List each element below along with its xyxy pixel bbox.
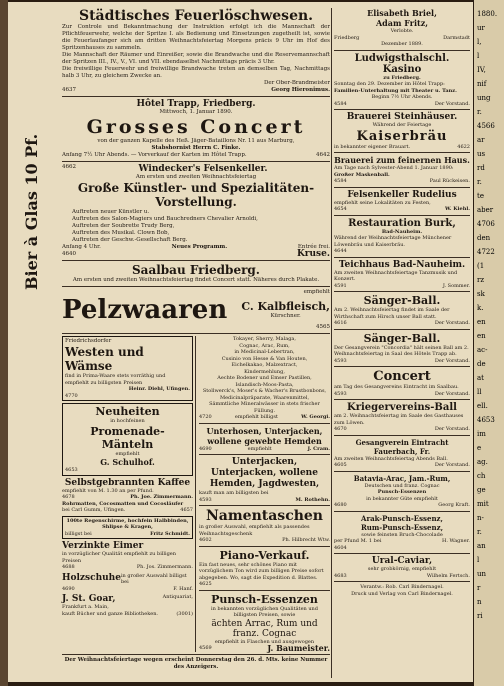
tokayer-ad: [199, 336, 330, 421]
unterhosen-signer: J. Cram.: [307, 445, 330, 452]
feuer-text1: Zur Controle und Bekanntmachung der Instruktion erfolgt ich die Mannschaft der Pflichtfeuerwehr, welche der Spritze I. als Bedienung und Einsetzungen zugetheilt ist, sowie die Feuerlaufanger sich am dritten Weihnachtsfeiertag Morgens präcis 9 Uhr im Hof des Spritzenhauses zu sammeln.: [62, 24, 330, 51]
kaffee-title: Selbstgebrannten Kaffee: [64, 477, 191, 488]
left-column: [62, 8, 330, 671]
namentaschen-text: in großer Auswahl, empfiehlt als passendes Weihnachtsgeschenk: [199, 524, 310, 537]
kaffee-signer: Ph. Joe. Zimmermann.: [130, 494, 193, 500]
gesang-signer: Der Vorstand.: [434, 462, 470, 468]
kaffee-line2: Rohrmatten, Cocosmatten und Cocosläufer: [62, 500, 184, 507]
strip-line: 4722: [477, 248, 495, 256]
steinh-text: in bekannter eigener Brauart.: [334, 143, 411, 150]
brauerei-ad: [334, 155, 470, 185]
punsch-sub: in bekannten vorzüglichen Qualitäten und billigsten Preisen, sowie: [211, 605, 318, 618]
strip-line: ri: [477, 612, 483, 620]
strip-line: l,: [477, 38, 482, 46]
strip-line: 4566: [477, 122, 495, 130]
namentaschen-signer: Ph. Hilbrecht Wtw.: [282, 537, 330, 543]
unterhosen-ad: [199, 426, 330, 453]
brauerei-signer: Paul Rückeisen.: [429, 178, 470, 184]
windecker-anfang: Anfang 4 Uhr.: [62, 244, 101, 250]
felsen-ad: [334, 190, 470, 213]
holzschuhe-num: 4690: [62, 585, 75, 592]
windecker-headline: Große Künstler- und Spezialitäten-Vorstellung.: [77, 181, 315, 209]
strip-line: 4706: [477, 220, 495, 228]
westen-num: 4770: [65, 392, 78, 399]
binding-gutter: [0, 0, 8, 686]
neuheiten-num: 4653: [65, 467, 78, 473]
goar-ad: [62, 594, 193, 617]
saenger1-title: Sänger-Ball.: [363, 294, 441, 307]
right-footer-1: Verantw.: Rob. Carl Bindernagel.: [360, 584, 444, 590]
tokayer-item: Tokayer, Sherry, Malaga,: [233, 336, 296, 342]
brauerei-text: Am Tage nach Sylvester-Abend 1. Januar 1890:: [334, 165, 454, 171]
strip-line: rd: [477, 164, 485, 172]
punsch-line: ächten Arrac, Rum und franz. Cognac: [211, 618, 318, 639]
unterjacken2-ad: [199, 457, 330, 503]
strip-line: (1: [477, 262, 485, 270]
batavia-title: Batavia-Arac, Jam.-Rum,: [353, 473, 451, 483]
holzschuhe-ad: [62, 573, 193, 593]
tokayer-item: Sämmtliche Mineralwässer in stets frischer Füllung.: [209, 401, 320, 414]
briel-name2: Adam Fritz,: [375, 18, 429, 28]
ludwig-sub: zu Friedberg.: [383, 74, 421, 81]
concert-line1: von der ganzen Kapelle des Heß. Jäger-Bataillons Nr. 11 aus Marburg,: [97, 138, 295, 144]
neuheiten-title: Neuheiten: [95, 405, 160, 418]
strip-line: im: [477, 430, 486, 438]
briel-date: Dezember 1889.: [381, 41, 423, 47]
holzschuhe-text: in großer Auswahl billigst bei: [120, 572, 187, 585]
saenger2-text: Der Gesangverein "Concordia" hält seinen Ball am 2. Weihnachtsfeiertag in Saal des Hôtels Trapp ab.: [334, 344, 469, 357]
namentaschen-ad: [199, 508, 330, 544]
burk-title: Restauration Burk,: [348, 217, 456, 229]
ludwig-title: Ludwigsthalschl. Kasino: [354, 52, 450, 75]
kaffee-text: empfiehlt von M. 1.30 an per Pfund.: [62, 487, 154, 494]
westen-title: Westen und Wämse: [65, 345, 144, 373]
strip-line: 4653: [477, 416, 495, 424]
batavia-sub: Deutschen und franz. Cognac: [364, 482, 440, 489]
strip-line: us: [477, 150, 486, 158]
strip-line: e: [477, 444, 482, 452]
kaffee-ad: [62, 478, 193, 514]
tokayer-item: Islandisch-Moos-Pasta,: [235, 381, 294, 388]
verzinkte-ad: [62, 541, 193, 571]
piano-text: Ein fast neues, sehr schönes Piano mit vorzüglichem Ton wird zum billigen Preise sofort abgegeben. Wo, sagt die Expedition d. Blattes.: [199, 561, 324, 581]
strip-line: IV,: [477, 66, 486, 74]
windecker-sub: Am ersten und zweiten Weihnachtsfeiertag: [135, 174, 257, 180]
concert-num: 4642: [316, 152, 330, 158]
concert-title: Grosses Concert: [86, 116, 306, 138]
batavia-ad: [334, 474, 470, 509]
strip-line: k.: [477, 304, 484, 312]
saalbau-title: Saalbau Friedberg.: [132, 263, 260, 277]
windecker-signer2: Kruse.: [296, 249, 330, 259]
strip-line: n: [477, 598, 482, 606]
verzinkte-signer: Ph. Jos. Zimmermann.: [136, 564, 193, 570]
saenger2-num: 4593: [334, 357, 347, 364]
strip-line: r.: [477, 178, 482, 186]
ludwig-ad: [334, 53, 470, 108]
krieger-signer: Der Vorstand.: [434, 426, 470, 432]
feuer-title: Städtisches Feuerlöschwesen.: [78, 8, 314, 24]
tokayer-item: Kindermehlung,: [244, 368, 285, 375]
concert2-signer: Der Vorstand.: [434, 390, 470, 397]
saalbau-text: Am ersten und zweiten Weihnachtsfeiertag findet Concert statt. Näheres durch Plakate.: [72, 277, 320, 283]
kaffee-num: 4678: [62, 494, 75, 500]
right-subcolumn: [196, 336, 330, 652]
schirme-text: 100te Regenschirme, hochfein Halbbinden, Shlipse & Kragen,: [66, 517, 189, 530]
gesang-title: Gesangverein Eintracht Fauerbach, Fr.: [355, 437, 449, 456]
arak-ad: [334, 514, 470, 552]
windecker-title: Windecker's Felsenkeller.: [138, 164, 268, 174]
teich-ad: [334, 260, 470, 290]
goar-city: Frankfurt a. Main,: [62, 604, 109, 610]
ludwig-text3: Beginn 7½ Uhr Abends.: [371, 94, 433, 100]
krieger-text: am 2. Weihnachtsfeiertag im Saale des Gasthauses zum Löwen.: [334, 413, 464, 426]
teich-title: Teichhaus Bad-Nauheim.: [338, 259, 466, 270]
verzinkte-text: in vorzüglicher Qualität empfiehlt zu billigen Preisen: [62, 551, 176, 564]
briel-ad: [334, 8, 470, 48]
strip-line: at: [477, 374, 484, 382]
kaffee-num2: 4657: [180, 507, 193, 513]
strip-line: r.: [477, 108, 482, 116]
holzschuhe-signer: F. Hanf.: [173, 585, 193, 592]
ludwig-num: 4584: [334, 100, 347, 107]
batavia-text: Punsch-Essenzen: [377, 489, 427, 495]
krieger-num: 4670: [334, 426, 347, 432]
saenger2-title: Sänger-Ball.: [363, 331, 441, 345]
concert-line3: Anfang 7½ Uhr Abends. — Vorverkauf der Karten im Hôtel Trapp.: [62, 152, 247, 158]
windecker-item: Auftreten der Geschw.-Gesellschaft Berg.: [72, 237, 188, 243]
strip-line: ung: [477, 94, 491, 102]
batavia-signer: Georg Kraft.: [438, 502, 470, 508]
felsen-title: Felsenkeller Rudelius: [347, 189, 457, 200]
strip-line: de: [477, 360, 486, 368]
strip-line: sk: [477, 290, 485, 298]
batavia-num: 4680: [334, 502, 347, 508]
saenger1-text: Am 2. Weihnachtsfeiertag findet im Saale der Wirthschaft zum Hirsch unser Ball statt.: [334, 307, 450, 320]
strip-line: 1880.: [477, 10, 498, 18]
concert2-num: 4593: [334, 390, 347, 397]
steinh-sub: Während der Feiertage: [372, 122, 432, 128]
strip-line: rz: [477, 276, 485, 284]
arak-num: 4604: [334, 544, 347, 551]
ural-sub: sehr grobkörnig, empfiehlt: [367, 566, 437, 572]
pelz-num: 4565: [316, 324, 330, 330]
tokayer-num: 4720: [199, 414, 212, 420]
westen-text: find in Prima-Waare stets vorräthig und empfiehlt zu billigsten Preisen: [65, 373, 166, 386]
holzschuhe-title: Holzschuhe: [62, 572, 121, 583]
windecker-item: Auftreten des Salon-Magiers und Bauchredners Chevalier Arnoldi,: [72, 216, 258, 222]
saenger1-num: 4616: [334, 320, 347, 326]
westen-ad: [62, 336, 193, 401]
briel-role: Verlobte.: [390, 28, 414, 34]
tokayer-signer: W. Georgi.: [301, 414, 330, 420]
feuer-sig-name: Georg Hieronimus.: [271, 87, 330, 93]
goar-num: (3001): [176, 610, 193, 617]
pelz-section: [62, 289, 330, 331]
tokayer-empf: empfiehlt billigst: [234, 414, 278, 420]
neuheiten-sub: in hochfeinen: [110, 418, 145, 424]
windecker-section: [62, 164, 330, 258]
arak-text2: per Pfund M. 1 bei: [334, 538, 382, 544]
strip-line: ar: [477, 136, 485, 144]
feuer-text2: Die Mannschaft der Räumer und Einreißer, sowie die Brandwache und die Reservemannschaft der Spritzen III., IV., V., VI. und VII. ebendaselbst Nachmittags präcis 3 Uhr.: [62, 52, 330, 65]
windecker-item: Auftreten des Musikal. Clown Bob,: [72, 230, 170, 236]
strip-line: ur: [477, 24, 485, 32]
arak-sub: Rum-Punsch-Essenz,: [360, 522, 444, 532]
strip-line: nif: [477, 80, 487, 88]
teich-num: 4591: [334, 282, 347, 289]
steinh-num: 4622: [457, 143, 470, 150]
strip-line: en: [477, 318, 486, 326]
concert-date: Mittwoch, 1. Januar 1890.: [159, 109, 233, 115]
concert2-ad: [334, 369, 470, 397]
arak-title: Arak-Punsch-Essenz,: [361, 513, 443, 523]
strip-line: r.: [477, 528, 482, 536]
brauerei-text2: Großer Maskenball.: [334, 171, 390, 178]
goar-sub: Antiquariat,: [162, 594, 193, 600]
tokayer-item: Stollwerck's, Moser's & Wacher's Brustbonbons,: [202, 388, 327, 394]
strip-line: an: [477, 542, 486, 550]
tokayer-item: Cognac, Arac, Rum,: [239, 342, 290, 349]
gesang-ad: [334, 438, 470, 469]
right-footer-2: Druck und Verlag von Carl Bindernagel.: [351, 590, 453, 597]
strip-line: ch: [477, 472, 486, 480]
two-column-ads: [62, 336, 330, 652]
verzinkte-num: 4688: [62, 564, 75, 570]
unterjacken2-signer: M. Rothehn.: [295, 496, 330, 503]
steinh-ad: [334, 112, 470, 150]
schirme-ad: [62, 516, 193, 540]
steinh-title: Brauerei Steinhäuser.: [346, 112, 458, 122]
felsen-text: empfiehlt seine Lokalitäten zu Festen,: [334, 199, 431, 206]
pelz-firm: C. Kalbfleisch,: [241, 300, 330, 313]
strip-line: den: [477, 234, 491, 242]
goar-title: J. St. Goar,: [62, 594, 116, 604]
gesang-num: 4605: [334, 462, 347, 468]
saenger1-ad: [334, 294, 470, 327]
right-column: [334, 8, 470, 597]
strip-line: l: [477, 556, 480, 564]
ludwig-text2: Familien-Unterhaltung mit Theater u. Tanz.: [334, 87, 457, 94]
saenger2-ad: [334, 332, 470, 365]
punsch-title: Punsch-Essenzen: [211, 592, 318, 606]
schirme-text2: billigst bei: [65, 530, 92, 537]
strip-line: aber: [477, 206, 494, 214]
strip-line: n-: [477, 514, 484, 522]
tokayer-item: Medicinalpräparate, Waarenmittel,: [219, 394, 310, 401]
strip-line: te: [477, 192, 484, 200]
briel-city2: Darmstadt: [443, 34, 470, 41]
saenger1-signer: Der Vorstand.: [434, 320, 470, 326]
strip-line: l: [477, 52, 480, 60]
windecker-entree: Entrée frei.: [297, 244, 330, 250]
saenger2-signer: Der Vorstand.: [434, 357, 470, 364]
saalbau-section: [62, 263, 330, 284]
ludwig-text: Sonntag den 29. Dezember im Hôtel Trapp:: [334, 81, 445, 87]
tokayer-item: in Medicinal-Lebertran,: [234, 349, 295, 355]
punsch-ad: [199, 593, 330, 652]
burk-sub: Bad-Nauheim.: [381, 228, 423, 235]
piano-num: 4625: [199, 581, 212, 587]
strip-line: ll: [477, 388, 482, 396]
strip-line: mit: [477, 500, 489, 508]
unterjacken2-num: 4593: [199, 496, 212, 503]
felsen-num: 4654: [334, 206, 347, 212]
feuer-section: [62, 8, 330, 94]
westen-signer: Heinr. Diehl, Ufingen.: [128, 386, 190, 392]
ludwig-signer: Der Vorstand.: [434, 100, 470, 107]
adjacent-page-strip: [474, 0, 504, 686]
windecker-item: Auftreten der Soubrette Trudy Berg,: [72, 223, 175, 229]
feuer-num: 4637: [62, 87, 76, 93]
bier-side-ad: [18, 133, 58, 292]
ural-signer: Wilhelm Fertsch.: [426, 572, 470, 579]
verzinkte-title: Verzinkte Eimer: [62, 541, 144, 551]
felsen-signer: W. Kiehl.: [444, 206, 470, 212]
concert2-title: Concert: [373, 369, 431, 384]
briel-name1: Elisabeth Briel,: [367, 8, 437, 18]
pelz-empf: empfiehlt: [303, 289, 330, 295]
feuer-text3: Die freiwillige Feuerwehr und freiwillige Brandwache treten an demselben Tag, Nachmittags halb 3 Uhr, zu gleichem Zwecke an.: [62, 66, 330, 79]
krieger-title: Kriegervereins-Ball: [347, 402, 457, 413]
steinh-head: Kaiserbräu: [356, 128, 448, 144]
footer-notice: Der Weihnachtsfeiertage wegen erscheint Donnerstag den 26. d. Mts. keine Nummer des Anzeigers.: [64, 656, 328, 670]
windecker-signer: Neues Programm.: [171, 244, 228, 250]
concert-section: [62, 99, 330, 159]
arak-text: sowie feinsten Bruch-Chocolade: [361, 531, 443, 538]
punsch-num: 4569: [199, 645, 212, 651]
concert-hotel: Hôtel Trapp, Friedberg.: [136, 99, 256, 109]
pelz-firm2: Kürschner.: [270, 313, 301, 319]
newspaper-page: [8, 2, 473, 682]
unterhosen-empf: empfiehlt: [247, 445, 272, 452]
column-divider: [331, 8, 332, 678]
tokayer-item: Eichelkakao, Malzextract,: [231, 362, 298, 368]
strip-line: r: [477, 584, 481, 592]
briel-city1: Friedberg: [334, 34, 360, 41]
schirme-signer: Fritz Schmidt.: [150, 530, 190, 537]
neuheiten-empf: empfiehlt: [115, 450, 140, 457]
punsch-signer: J. Baumeister.: [267, 643, 330, 653]
namentaschen-title: Namentaschen: [206, 508, 323, 524]
gesang-text: Am zweiten Weihnachtsfeiertag Abends Ball.: [334, 455, 448, 462]
batavia-text2: in bekannter Güte empfiehlt: [366, 495, 438, 502]
unterjacken2-title: Unterjacken, Unterjacken, wollene Hemden, Jagdwesten,: [209, 457, 320, 489]
concert2-text: am Tag des Gesangvereins Eintracht im Saalbau.: [334, 384, 459, 390]
neuheiten-signer: G. Schulhof.: [100, 457, 155, 467]
tokayer-item: Cusinio von Hesse & Van Houten,: [221, 355, 308, 362]
krieger-ad: [334, 402, 470, 433]
piano-title: Piano-Verkauf.: [219, 548, 310, 562]
windecker-num2: 4640: [62, 251, 76, 257]
brauerei-title: Brauerei zum feinernen Haus.: [334, 155, 470, 165]
concert-line2: Stabshornist Herrn C. Finke.: [151, 145, 241, 151]
unterhosen-title: Unterhosen, Unterjacken, wollene gewebte Hemden: [206, 425, 323, 446]
ural-ad: [334, 556, 470, 579]
punsch-empf: empfiehlt in Flaschen und ausgewogen: [214, 638, 315, 645]
burk-num: 4644: [334, 248, 347, 254]
left-subcolumn: [62, 336, 196, 652]
teich-text: Am zweiten Weihnachtsfeiertage Tanzmusik und Konzert.: [334, 269, 458, 282]
strip-line: ac-: [477, 346, 488, 354]
windecker-item: Auftreten neuer Künstler u.: [72, 209, 150, 215]
brauerei-num: 4584: [334, 178, 347, 184]
kaffee-line2b: bei Carl Gumm, Ufingen.: [62, 507, 126, 513]
burk-text: Während der Weihnachtsfeiertage Münchener Löwenbräu und Kaiserbräu.: [334, 235, 452, 248]
feuer-sig-title: Der Ober-Brandmeister: [264, 80, 330, 86]
strip-line: en: [477, 332, 486, 340]
ural-num: 4683: [334, 572, 347, 579]
neuheiten-ad: [62, 403, 193, 476]
windecker-num: 4662: [62, 164, 76, 170]
strip-line: ge: [477, 486, 486, 494]
ural-title: Ural-Caviar,: [371, 556, 433, 566]
goar-text: kauft Bücher und ganze Bibliotheken.: [62, 610, 159, 617]
strip-line: ell.: [477, 402, 488, 410]
strip-line: ag.: [477, 458, 488, 466]
burk-ad: [334, 218, 470, 255]
teich-signer: J. Sommer.: [442, 282, 470, 289]
arak-signer: H. Wagner.: [441, 538, 470, 544]
unterjacken2-text: kauft man am billigsten bei: [199, 490, 269, 496]
bier-side-label: Bier à Glas 10 Pf.: [22, 133, 41, 290]
tokayer-item: Aechte Bodener und Emser Pastillen,: [217, 375, 312, 381]
unterhosen-num: 4690: [199, 445, 212, 452]
namentaschen-num: 4602: [199, 537, 212, 543]
strip-line: un: [477, 570, 487, 578]
piano-ad: [199, 549, 330, 588]
neuheiten-head: Promenade-Mänteln: [90, 424, 165, 451]
westen-head: Friedrichsdorfer: [65, 338, 112, 344]
pelz-title: Pelzwaaren: [62, 295, 228, 325]
